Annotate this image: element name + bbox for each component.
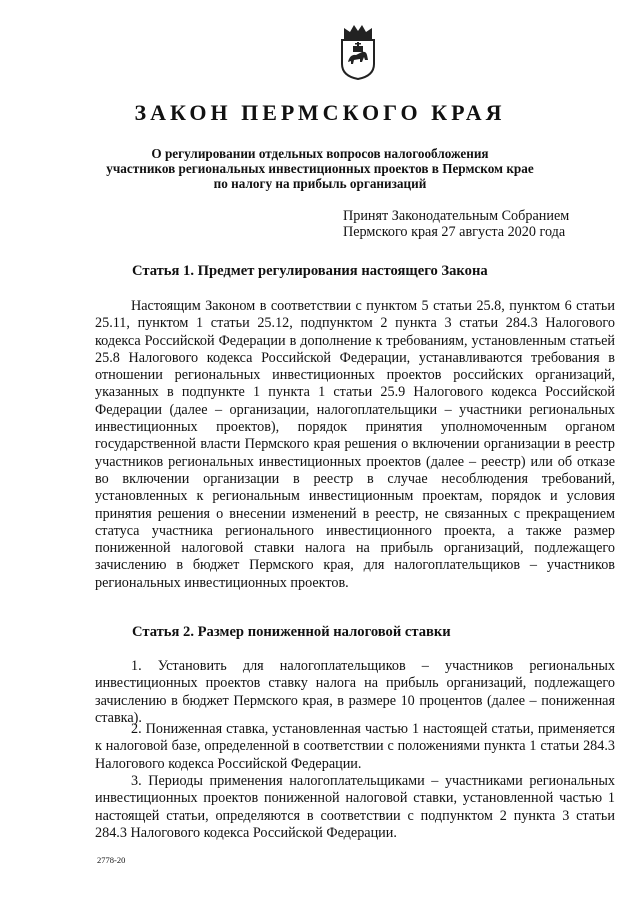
subtitle-line: по налогу на прибыль организаций [213, 176, 427, 191]
article-2-heading: Статья 2. Размер пониженной налоговой ставки [132, 624, 451, 640]
law-title: ЗАКОН ПЕРМСКОГО КРАЯ [134, 100, 506, 125]
article-2-body [95, 658, 615, 727]
article-1-body [95, 298, 615, 592]
perm-krai-coat-of-arms-icon [336, 22, 380, 80]
adoption-line: Принят Законодательным Собранием [343, 208, 570, 224]
article-1-heading: Статья 1. Предмет регулирования настоящего Закона [132, 263, 488, 279]
article-2-item: 3. Периоды применения налогоплательщиками – участниками региональных инвестиционных проектов пониженной налоговой ставки, установленной частью 1 настоящей статьи, определяются в соответствии с подпунктом 2 пункта 3 статьи 284.3 Налогового кодекса Российской Федерации. [95, 773, 615, 841]
law-subtitle [60, 146, 580, 191]
adoption-line: Пермского края 27 августа 2020 года [343, 224, 566, 240]
subtitle-line: О регулировании отдельных вопросов налогообложения [151, 146, 489, 161]
article-1-text: Настоящим Законом в соответствии с пунктом 5 статьи 25.8, пунктом 6 статьи 25.11, пунктом 1 статьи 25.12, подпунктом 2 пункта 3 статьи 284.3 Налогового кодекса Российской Федерации в дополнение к требованиям, установленным статьей 25.8 Налогового кодекса Российской Федерации, устанавливаются требования в отношении региональных инвестиционных проектов российских организаций, указанных в подпункте 1 пункта 1 статьи 25.9 Налогового кодекса Российской Федерации (далее – организации, налогоплательщики – участники региональных инвестиционных проектов), порядок принятия уполномоченным органом государственной власти Пермского края решения о включении организации в реестр участников региональных инвестиционных проектов (далее – реестр) или об отказе во включении организации в реестр в случае несоблюдения требований, установленных к региональным инвестиционным проектам, порядок и условия принятия решения о внесении изменений в реестр, не связанных с прекращением статуса участника регионального инвестиционного проекта, а также размер пониженной налоговой ставки налога на прибыль организаций, подлежащего зачислению в бюджет Пермского края, для налогоплательщиков – участников региональных инвестиционных проектов. [95, 298, 615, 591]
article-2-body [95, 721, 615, 773]
article-2-item: 2. Пониженная ставка, установленная частью 1 настоящей статьи, применяется к налоговой базе, определенной в соответствии с положениями пункта 1 статьи 284.3 Налогового кодекса Российской Федерации. [95, 721, 615, 772]
adoption-note [343, 208, 623, 240]
article-2-item: 1. Установить для налогоплательщиков – участников региональных инвестиционных проектов ставку налога на прибыль организаций, подлежащего зачислению в бюджет Пермского края, в размере 10 процентов (далее – пониженная ставка). [95, 658, 615, 726]
subtitle-line: участников региональных инвестиционных проектов в Пермском крае [106, 161, 534, 176]
document-code: 2778-20 [97, 855, 126, 865]
article-2-body [95, 773, 615, 842]
